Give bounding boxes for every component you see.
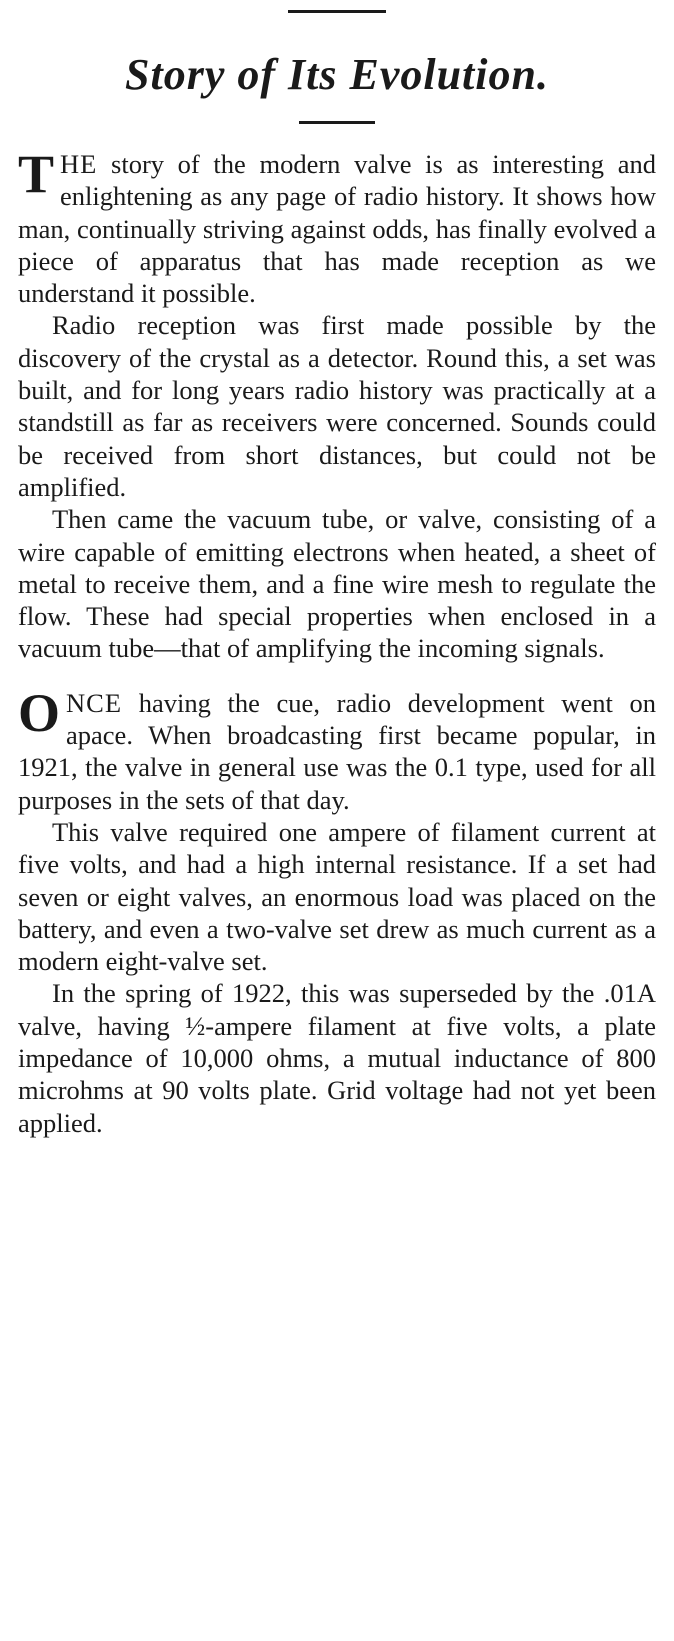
top-rule: [288, 10, 386, 13]
paragraph-text: story of the modern valve is as interesting and enlightening as any page of radio history. It shows how man, continually striving against odds, has finally evolved a piece of apparatus that has made reception as we understand it possible.: [18, 149, 656, 309]
paragraph-text: having the cue, radio development went on apace. When broadcasting first became popular, in 1921, the valve in general use was the 0.1 type, used for all purposes in the sets of that day.: [18, 687, 656, 815]
paragraph-5: This valve required one ampere of filament current at five volts, and had a high internal resistance. If a set had seven or eight valves, an enormous load was placed on the battery, and even a two-valve set drew as much current as a modern eight-valve set.: [18, 816, 656, 977]
headline-rule: [299, 121, 375, 124]
headline: Story of Its Evolution.: [125, 50, 549, 99]
paragraph-2: Radio reception was first made possible by the discovery of the crystal as a detector. Round this, a set was built, and for long years radio history was practically at a standstill as far as receivers were concerned. Sounds could be received from short distances, but could not be amplified.: [18, 310, 656, 502]
lead-caps: HE: [60, 149, 98, 179]
dropcap-o: O: [18, 682, 61, 743]
dropcap-t: T: [18, 144, 55, 204]
article-body: [18, 144, 656, 1139]
lead-caps: NCE: [66, 687, 123, 718]
paragraph-6: In the spring of 1922, this was superseded by the .01A valve, having ½-ampere filament at five volts, a plate impedance of 10,000 ohms, a mutual inductance of 800 microhms at 90 volts plate. Grid voltage had not yet been applied.: [18, 978, 656, 1138]
newspaper-column: [0, 10, 674, 1641]
paragraph-3: Then came the vacuum tube, or valve, consisting of a wire capable of emitting electrons when heated, a sheet of metal to receive them, and a fine wire mesh to regulate the flow. These had special properties when enclosed in a vacuum tube—that of amplifying the incoming signals.: [18, 504, 656, 664]
section-gap: [18, 665, 656, 687]
paragraph-1: [18, 144, 656, 309]
paragraph-4: [18, 682, 656, 816]
